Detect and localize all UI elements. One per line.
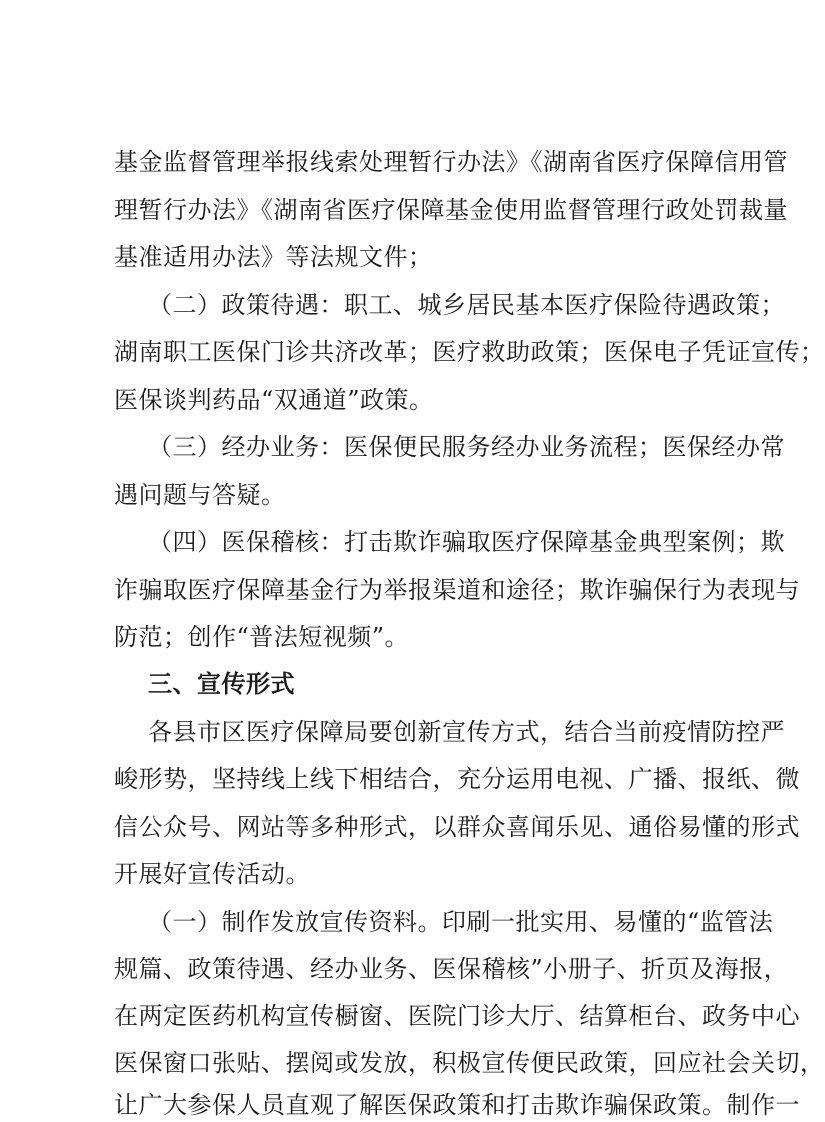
paragraph-start: 各县市区医疗保障局要创新宣传方式，结合当前疫情防控严 xyxy=(148,718,785,746)
body-text-line: 湖南职工医保门诊共济改革；医疗救助政策；医保电子凭证宣传； xyxy=(114,338,825,366)
body-text-line: 峻形势，坚持线上线下相结合，充分运用电视、广播、报纸、微 xyxy=(114,765,800,793)
body-text-line: 诈骗取医疗保障基金行为举报渠道和途径；欺诈骗保行为表现与 xyxy=(114,576,800,604)
body-text-line: 信公众号、网站等多种形式，以群众喜闻乐见、通俗易懂的形式 xyxy=(114,813,800,841)
section-item-policy: （二）政策待遇：职工、城乡居民基本医疗保险待遇政策； xyxy=(148,291,785,319)
body-text-line: 在两定医药机构宣传橱窗、医院门诊大厅、结算柜台、政务中心 xyxy=(114,1002,800,1030)
body-text-line: 理暂行办法》《湖南省医疗保障基金使用监督管理行政处罚裁量 xyxy=(114,196,788,224)
body-text-line: 让广大参保人员直观了解医保政策和打击欺诈骗保政策。制作一 xyxy=(114,1091,800,1119)
section-heading: 三、宣传形式 xyxy=(148,670,295,698)
section-item-business: （三）经办业务：医保便民服务经办业务流程；医保经办常 xyxy=(148,433,785,461)
body-text-line: 防范；创作“普法短视频”。 xyxy=(114,623,410,651)
body-text-line: 基金监督管理举报线索处理暂行办法》《湖南省医疗保障信用管 xyxy=(114,148,788,176)
body-text-line: 基准适用办法》等法规文件； xyxy=(114,243,433,271)
section-item-audit: （四）医保稽核：打击欺诈骗取医疗保障基金典型案例；欺 xyxy=(148,528,785,556)
body-text-line: 规篇、政策待遇、经办业务、医保稽核”小册子、折页及海报， xyxy=(114,955,789,983)
body-text-line: 医保窗口张贴、摆阅或发放，积极宣传便民政策，回应社会关切， xyxy=(114,1049,825,1077)
body-text-line: 开展好宣传活动。 xyxy=(114,860,310,888)
section-item-materials: （一）制作发放宣传资料。印刷一批实用、易懂的“监管法 xyxy=(148,908,774,936)
body-text-line: 遇问题与答疑。 xyxy=(114,481,286,509)
body-text-line: 医保谈判药品“双通道”政策。 xyxy=(114,386,434,414)
